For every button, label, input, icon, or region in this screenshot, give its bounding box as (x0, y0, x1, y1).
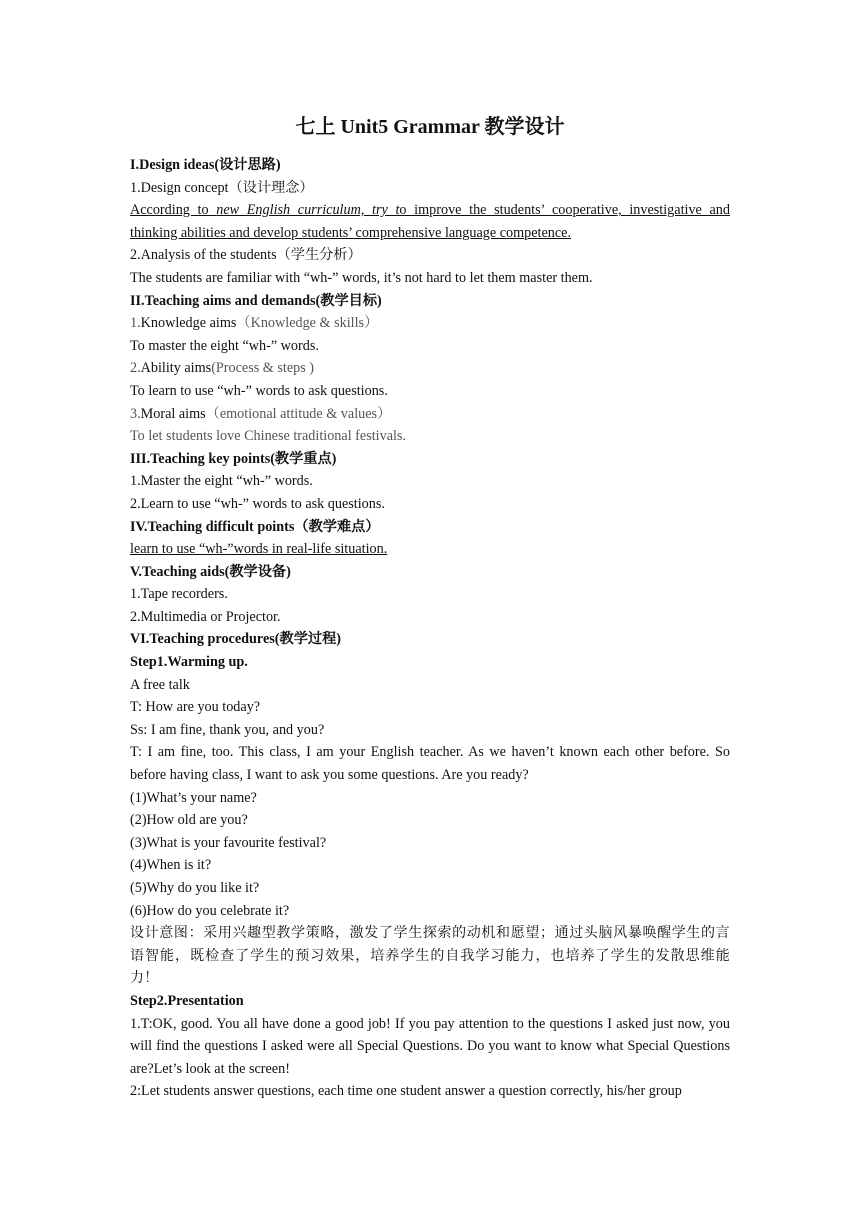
step1-question: (2)How old are you? (130, 812, 248, 829)
step1-teacher-paragraph: T: I am fine, too. This class, I am your English teacher. As we haven’t known each other before. So before having class, I want to ask you some questions. Are you ready? (130, 744, 730, 784)
ability-aims-heading (130, 357, 730, 380)
design-concept-paragraph (130, 199, 730, 244)
teaching-aid-2: 2.Multimedia or Projector. (130, 608, 281, 625)
step1-question: (1)What’s your name? (130, 789, 257, 806)
ability-aims-label: Ability aims (140, 360, 212, 377)
step1-question: (3)What is your favourite festival? (130, 834, 327, 851)
step1-design-intent: 设计意图：采用兴趣型教学策略，激发了学生探索的动机和愿望；通过头脑风暴唤醒学生的言语智能，既检查了学生的预习效果，培养学生的自我学习能力，也培养了学生的发散思维能力！ (130, 925, 730, 987)
section-heading-key-points: III.Teaching key points(教学重点) (130, 450, 337, 467)
step1-heading: Step1.Warming up. (130, 654, 248, 671)
design-concept-text-a: According to (130, 202, 217, 219)
step2-paragraph-2: 2:Let students answer questions, each time one student answer a question correctly, his/her group (130, 1083, 682, 1100)
key-point-1: 1.Master the eight “wh-” words. (130, 473, 313, 490)
step1-question: (5)Why do you like it? (130, 880, 260, 896)
design-concept-text-c: o improve the students’ cooperative, investigative and thinking abilities and develop students’ comprehensive language competence. (130, 202, 730, 241)
knowledge-aims-paren: （Knowledge & skills） (236, 315, 379, 332)
step2-paragraph-1: 1.T:OK, good. You all have done a good job! If you pay attention to the questions I asked just now, you will find the questions I asked were all Special Questions. Do you want to know what Special Questions are?Let’s look at the screen! (130, 1015, 730, 1077)
section-heading-teaching-procedures: VI.Teaching procedures(教学过程) (130, 631, 341, 648)
section-heading-difficult-points: IV.Teaching difficult points（教学难点） (130, 518, 380, 535)
step1-question: (4)When is it? (130, 857, 212, 874)
step1-line: T: How are you today? (130, 699, 261, 716)
moral-aims-number: 3. (130, 405, 141, 422)
moral-aims-paren: （emotional attitude & values） (205, 405, 392, 422)
section-heading-teaching-aids: V.Teaching aids(教学设备) (130, 563, 291, 580)
section-heading-teaching-aims: II.Teaching aims and demands(教学目标) (130, 292, 382, 309)
section-heading-design-ideas: I.Design ideas(设计思路) (130, 157, 281, 173)
subheading-analysis-students: 2.Analysis of the students（学生分析） (130, 247, 362, 264)
step1-line: Ss: I am fine, thank you, and you? (130, 721, 325, 738)
key-point-2: 2.Learn to use “wh-” words to ask questions. (130, 495, 385, 512)
knowledge-aims-text: To master the eight “wh-” words. (130, 337, 319, 354)
design-concept-text-italic: new English curriculum, try t (216, 202, 400, 219)
document-page (130, 112, 730, 1103)
step1-question: (6)How do you celebrate it? (130, 902, 290, 919)
analysis-paragraph: The students are familiar with “wh-” words, it’s not hard to let them master them. (130, 269, 593, 286)
ability-aims-paren: (Process & steps ) (211, 360, 315, 377)
subheading-design-concept: 1.Design concept（设计理念） (130, 179, 314, 196)
moral-aims-heading (130, 403, 730, 426)
document-title: 七上 Unit5 Grammar 教学设计 (295, 116, 565, 138)
moral-aims-label: Moral aims (140, 405, 206, 422)
ability-aims-number: 2. (130, 360, 141, 377)
knowledge-aims-label: Knowledge aims (140, 315, 237, 332)
difficult-point-1: learn to use “wh-”words in real-life situation. (130, 541, 388, 558)
moral-aims-text: To let students love Chinese traditional festivals. (130, 428, 407, 445)
step1-line: A free talk (130, 676, 190, 693)
knowledge-aims-number: 1. (130, 315, 141, 332)
teaching-aid-1: 1.Tape recorders. (130, 586, 228, 603)
step2-heading: Step2.Presentation (130, 992, 244, 1009)
knowledge-aims-heading (130, 312, 730, 335)
ability-aims-text: To learn to use “wh-” words to ask questions. (130, 382, 388, 399)
